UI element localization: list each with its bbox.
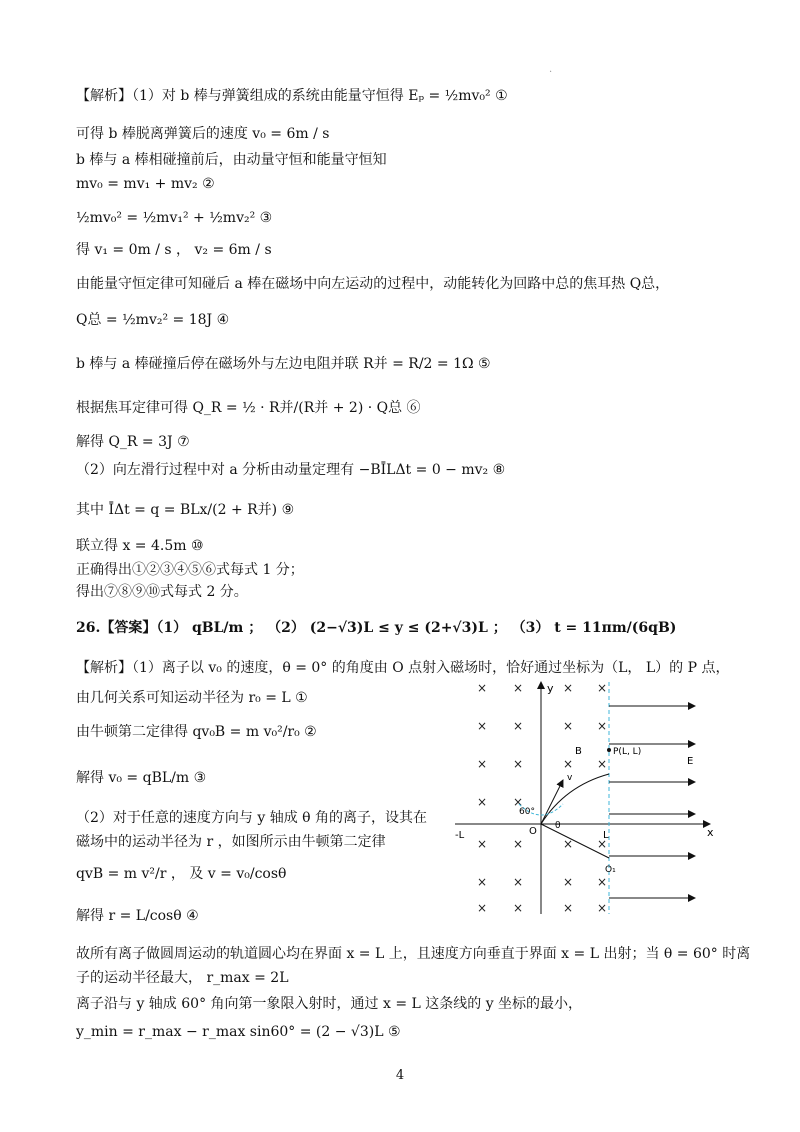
- field-cross: ×: [477, 681, 488, 695]
- field-cross: ×: [477, 719, 488, 733]
- field-cross: ×: [563, 901, 574, 915]
- neg-l-label: -L: [455, 830, 465, 841]
- field-cross: ×: [513, 795, 524, 809]
- part2-line-4: 解得 v₀ = qBL/m ③: [76, 770, 207, 786]
- field-cross: ×: [597, 719, 608, 733]
- l-label: L: [603, 830, 609, 841]
- answer-26: 26.【答案】（1） qBL/m ； （2） (2−√3)L ≤ y ≤ (2+√3)L ； （3） t = 11πm/(6qB): [76, 620, 677, 636]
- field-cross: ×: [597, 681, 608, 695]
- origin-label: O: [529, 826, 537, 837]
- field-cross: ×: [597, 837, 608, 851]
- field-cross: ×: [563, 719, 574, 733]
- field-cross: ×: [477, 795, 488, 809]
- field-crosses: [477, 681, 607, 915]
- part2-line-5: （2）对于任意的速度方向与 y 轴成 θ 角的离子，设其在: [76, 810, 428, 826]
- field-cross: ×: [597, 901, 608, 915]
- trajectory-arc: [541, 774, 609, 824]
- field-cross: ×: [513, 681, 524, 695]
- part2-line-10: 子的运动半径最大， r_max = 2L: [76, 970, 289, 986]
- part1-line-13: 其中 ĪΔt = q = BLx/(2 + R并) ⑨: [76, 502, 295, 518]
- part2-line-1: 【解析】（1）离子以 v₀ 的速度，θ = 0° 的角度由 O 点射入磁场时，恰好通过坐标为（L， L）的 P 点，: [76, 660, 730, 676]
- field-cross: ×: [477, 757, 488, 771]
- field-cross: ×: [563, 875, 574, 889]
- part2-line-9: 故所有离子做圆周运动的轨道圆心均在界面 x = L 上，且速度方向垂直于界面 x = L 出射；当 θ = 60° 时离: [76, 946, 751, 962]
- b-label: B: [575, 746, 582, 757]
- field-cross: ×: [513, 901, 524, 915]
- y-axis-label: y: [547, 682, 554, 695]
- part1-line-10: 根据焦耳定律可得 Q_R = ½ · R并/(R并 + 2) · Q总 ⑥: [76, 400, 421, 416]
- p-label: P(L, L): [613, 747, 642, 757]
- part1-line-4: mv₀ = mv₁ + mv₂ ②: [76, 176, 215, 192]
- part2-line-2: 由几何关系可知运动半径为 r₀ = L ①: [76, 690, 308, 706]
- field-cross: ×: [477, 901, 488, 915]
- part1-line-11: 解得 Q_R = 3J ⑦: [76, 434, 190, 450]
- field-cross: ×: [477, 837, 488, 851]
- part1-line-14: 联立得 x = 4.5m ⑩: [76, 538, 204, 554]
- field-cross: ×: [513, 837, 524, 851]
- part1-line-12: （2）向左滑行过程中对 a 分析由动量定理有 −BĪLΔt = 0 − mv₂ ⑧: [76, 462, 506, 478]
- x-axis-label: x: [707, 826, 714, 839]
- part1-line-16: 得出⑦⑧⑨⑩式每式 2 分。: [76, 584, 248, 600]
- part2-line-8: 解得 r = L/cosθ ④: [76, 908, 199, 924]
- part2-line-7: qvB = m v²/r ， 及 v = v₀/cosθ: [76, 866, 287, 882]
- field-cross: ×: [513, 875, 524, 889]
- page-number: 4: [395, 1068, 405, 1083]
- o1-label: O₁: [605, 865, 616, 875]
- part2-line-11: 离子沿与 y 轴成 60° 角向第一象限入射时，通过 x = L 这条线的 y 坐标的最小，: [76, 996, 583, 1012]
- angle-label: 60°: [519, 807, 535, 817]
- part1-line-5: ½mv₀² = ½mv₁² + ½mv₂² ③: [76, 210, 273, 226]
- part2-line-12: y_min = r_max − r_max sin60° = (2 − √3)L ⑤: [76, 1024, 401, 1040]
- field-cross: ×: [513, 719, 524, 733]
- theta-label: θ: [555, 821, 561, 831]
- field-cross: ×: [477, 875, 488, 889]
- part1-line-7: 由能量守恒定律可知碰后 a 棒在磁场中向左运动的过程中，动能转化为回路中总的焦耳热 Q总，: [76, 276, 670, 292]
- magnetic-field-diagram: [455, 676, 725, 922]
- field-cross: ×: [563, 837, 574, 851]
- corner-mark: .: [549, 64, 553, 75]
- field-cross: ×: [563, 757, 574, 771]
- electric-field-arrows: [609, 706, 695, 898]
- part1-line-1: 【解析】（1）对 b 棒与弹簧组成的系统由能量守恒得 Eₚ = ½mv₀² ①: [76, 88, 508, 104]
- part2-line-3: 由牛顿第二定律得 qv₀B = m v₀²/r₀ ②: [76, 724, 317, 740]
- part1-line-6: 得 v₁ = 0m / s ， v₂ = 6m / s: [76, 242, 272, 258]
- part1-line-9: b 棒与 a 棒碰撞后停在磁场外与左边电阻并联 R并 = R/2 = 1Ω ⑤: [76, 356, 491, 372]
- part1-line-2: 可得 b 棒脱离弹簧后的速度 v₀ = 6m / s: [76, 126, 330, 142]
- field-cross: ×: [597, 757, 608, 771]
- part1-line-15: 正确得出①②③④⑤⑥式每式 1 分；: [76, 562, 304, 578]
- velocity-vector: [541, 780, 563, 824]
- e-label: E: [687, 756, 694, 767]
- field-cross: ×: [597, 875, 608, 889]
- field-cross: ×: [513, 757, 524, 771]
- v-label: v: [567, 773, 573, 783]
- field-cross: ×: [563, 681, 574, 695]
- part1-line-8: Q总 = ½mv₂² = 18J ④: [76, 312, 230, 328]
- point-p: [607, 748, 611, 752]
- part2-line-6: 磁场中的运动半径为 r ，如图所示由牛顿第二定律: [76, 834, 386, 850]
- part1-line-3: b 棒与 a 棒相碰撞前后，由动量守恒和能量守恒知: [76, 152, 387, 168]
